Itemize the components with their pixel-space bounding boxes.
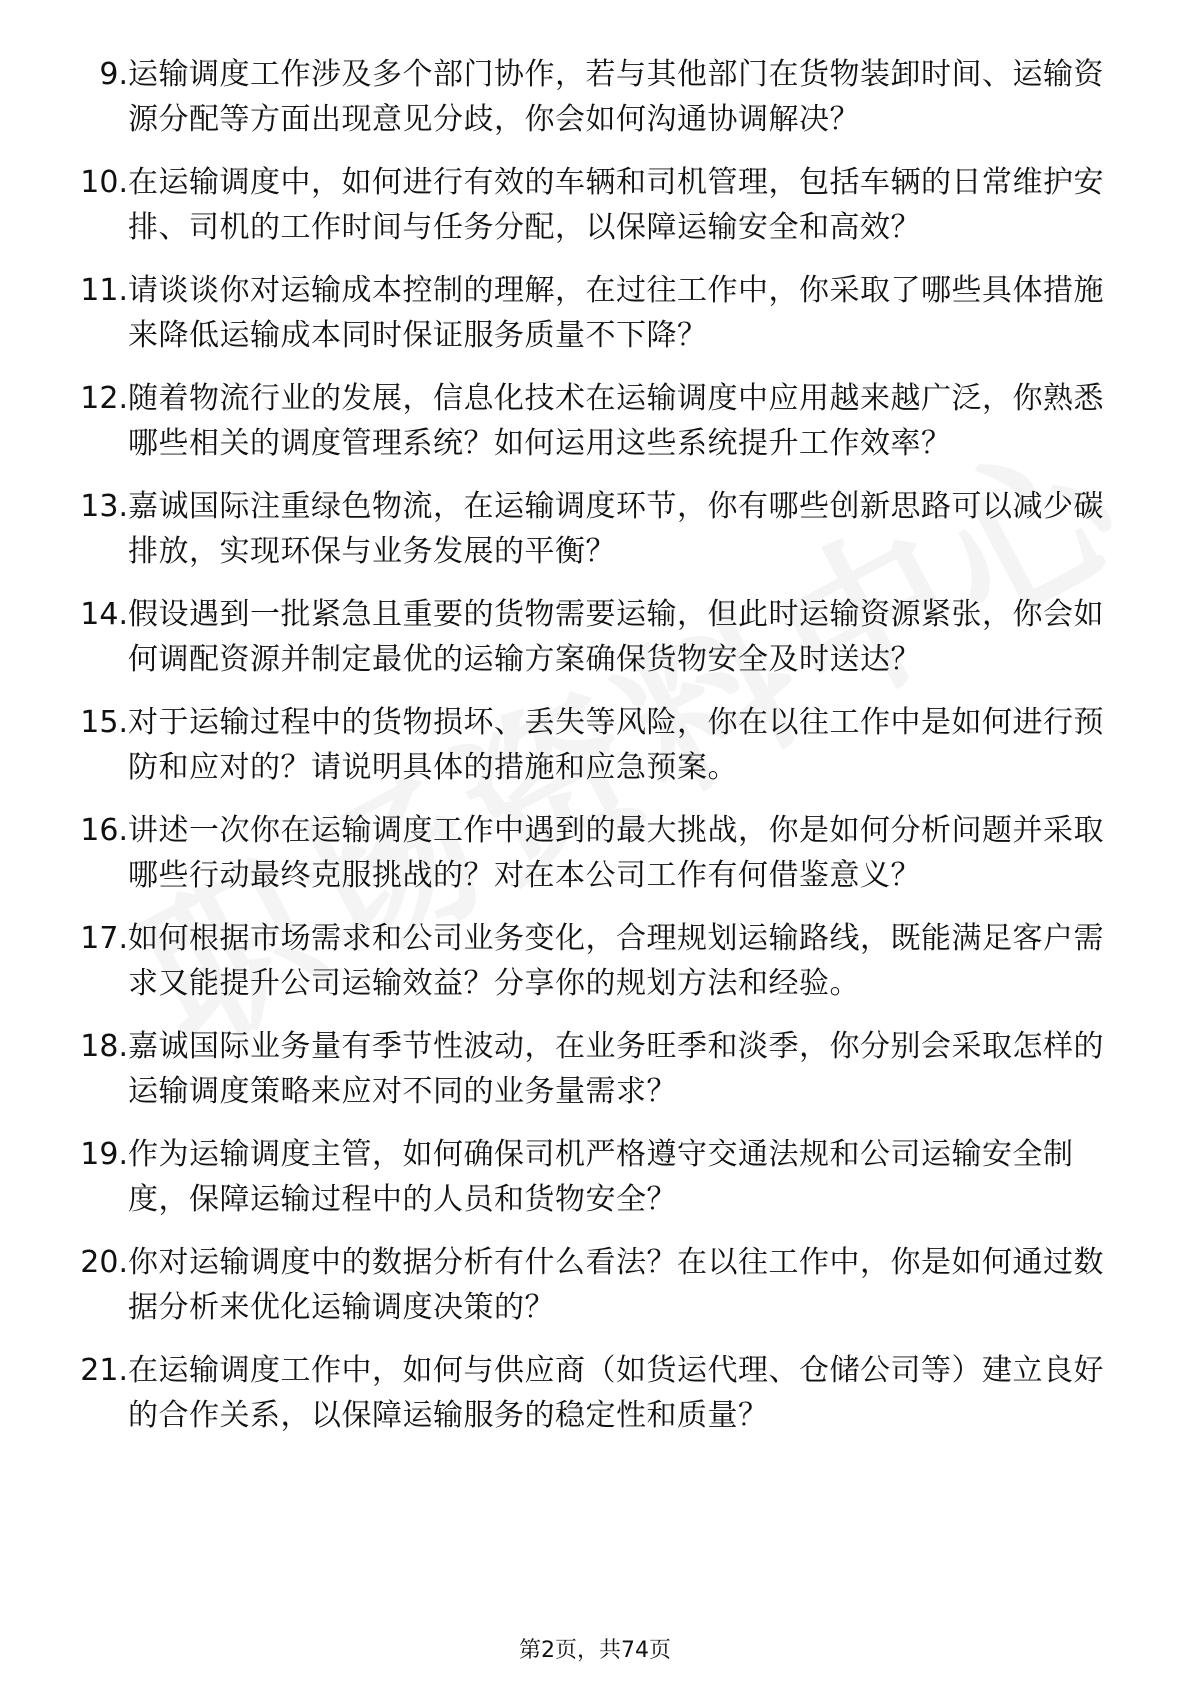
question-number: 19. [80,1137,128,1172]
question-item [0,1240,1190,1330]
question-text: 请谈谈你对运输成本控制的理解，在过往工作中，你采取了哪些具体措施来降低运输成本同时保证服务质量不下降？ [128,273,1104,353]
question-text: 随着物流行业的发展，信息化技术在运输调度中应用越来越广泛，你熟悉哪些相关的调度管理系统？如何运用这些系统提升工作效率？ [128,381,1104,461]
question-number: 20. [80,1245,128,1280]
question-number: 13. [80,489,128,524]
question-number: 21. [80,1353,128,1388]
question-item [0,1132,1190,1222]
question-number: 18. [80,1029,128,1064]
question-item [0,1024,1190,1114]
question-text: 在运输调度中，如何进行有效的车辆和司机管理，包括车辆的日常维护安排、司机的工作时间与任务分配，以保障运输安全和高效？ [128,165,1104,245]
question-item [0,484,1190,574]
question-item [0,160,1190,250]
question-number: 16. [80,813,128,848]
question-number: 12. [80,381,128,416]
question-text: 作为运输调度主管，如何确保司机严格遵守交通法规和公司运输安全制度，保障运输过程中的人员和货物安全？ [128,1137,1074,1217]
question-number: 11. [80,273,128,308]
question-number: 14. [80,597,128,632]
question-number: 9. [99,57,128,92]
question-text: 运输调度工作涉及多个部门协作，若与其他部门在货物装卸时间、运输资源分配等方面出现意见分歧，你会如何沟通协调解决？ [128,57,1104,137]
question-text: 讲述一次你在运输调度工作中遇到的最大挑战，你是如何分析问题并采取哪些行动最终克服挑战的？对在本公司工作有何借鉴意义？ [128,813,1104,893]
question-text: 对于运输过程中的货物损坏、丢失等风险，你在以往工作中是如何进行预防和应对的？请说明具体的措施和应急预案。 [128,705,1104,785]
question-text: 在运输调度工作中，如何与供应商（如货运代理、仓储公司等）建立良好的合作关系，以保障运输服务的稳定性和质量？ [128,1353,1104,1433]
question-item [0,916,1190,1006]
question-text: 假设遇到一批紧急且重要的货物需要运输，但此时运输资源紧张，你会如何调配资源并制定最优的运输方案确保货物安全及时送达？ [128,597,1104,677]
question-text: 如何根据市场需求和公司业务变化，合理规划运输路线，既能满足客户需求又能提升公司运输效益？分享你的规划方法和经验。 [128,921,1104,1001]
question-item [0,376,1190,466]
question-number: 15. [80,705,128,740]
question-item [0,592,1190,682]
question-number: 17. [80,921,128,956]
question-list [0,52,1190,1456]
question-item [0,700,1190,790]
question-number: 10. [80,165,128,200]
page-footer: 第2页，共74页 [519,1638,671,1663]
question-item [0,1348,1190,1438]
question-item [0,268,1190,358]
question-item [0,52,1190,142]
question-text: 嘉诚国际业务量有季节性波动，在业务旺季和淡季，你分别会采取怎样的运输调度策略来应对不同的业务量需求？ [128,1029,1104,1109]
question-item [0,808,1190,898]
question-text: 嘉诚国际注重绿色物流，在运输调度环节，你有哪些创新思路可以减少碳排放，实现环保与业务发展的平衡？ [128,489,1104,569]
question-text: 你对运输调度中的数据分析有什么看法？在以往工作中，你是如何通过数据分析来优化运输调度决策的？ [128,1245,1104,1325]
